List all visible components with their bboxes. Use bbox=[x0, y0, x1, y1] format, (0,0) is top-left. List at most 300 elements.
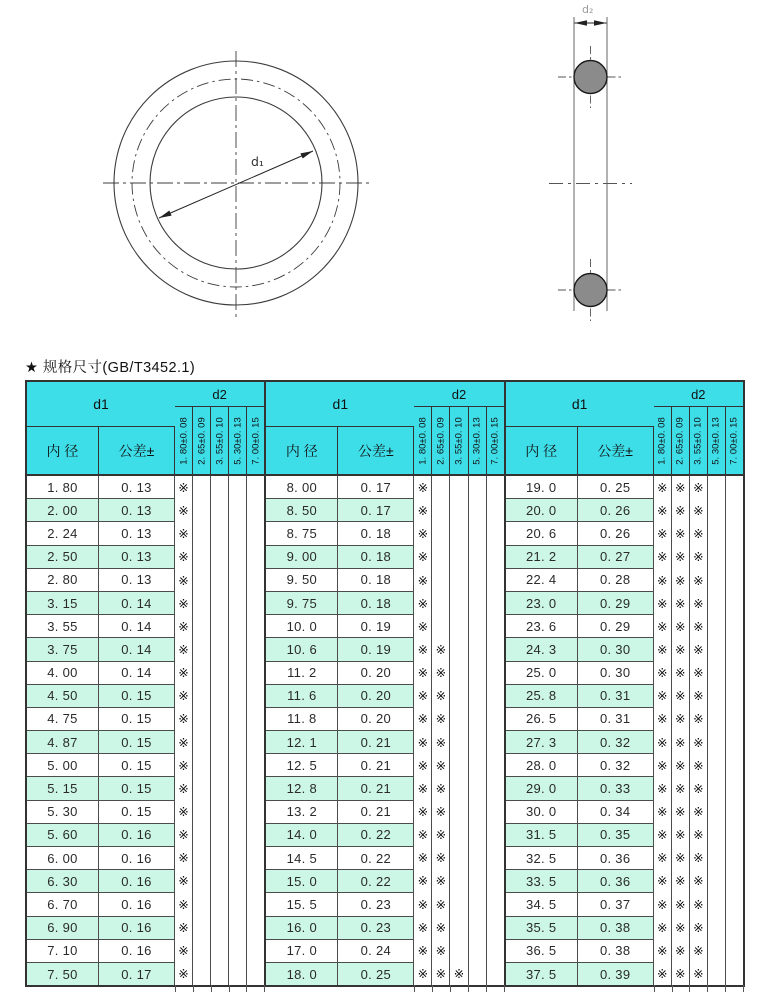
inner-diameter-value: 3. 75 bbox=[27, 638, 99, 660]
table-row bbox=[27, 638, 175, 661]
availability-mark-empty bbox=[229, 916, 246, 939]
tolerance-value: 0. 27 bbox=[578, 546, 654, 568]
column-continuation-stub bbox=[414, 985, 415, 992]
availability-mark: ※ bbox=[693, 481, 704, 496]
availability-mark-empty bbox=[211, 939, 228, 962]
availability-mark-empty bbox=[211, 823, 228, 846]
d2-size-label-text: 5. 30±0. 13 bbox=[471, 416, 483, 465]
availability-mark: ※ bbox=[675, 504, 686, 519]
availability-mark-empty bbox=[708, 939, 725, 962]
table-row bbox=[266, 870, 414, 893]
availability-mark: ※ bbox=[693, 527, 704, 542]
inner-diameter-value: 19. 0 bbox=[506, 476, 578, 498]
spec-table-group bbox=[27, 382, 264, 985]
availability-mark: ※ bbox=[693, 897, 704, 912]
table-row bbox=[27, 499, 175, 522]
availability-mark-empty bbox=[708, 569, 725, 592]
availability-mark-empty bbox=[708, 615, 725, 638]
availability-mark-empty bbox=[487, 916, 504, 939]
table-row bbox=[27, 893, 175, 916]
availability-mark-empty bbox=[487, 545, 504, 568]
availability-mark-empty bbox=[708, 592, 725, 615]
availability-mark-empty bbox=[229, 569, 246, 592]
inner-diameter-value: 16. 0 bbox=[266, 917, 338, 939]
d2-header-block bbox=[414, 382, 503, 474]
availability-mark-empty bbox=[469, 869, 486, 892]
table-row bbox=[27, 801, 175, 824]
table-row bbox=[506, 940, 654, 963]
availability-mark: ※ bbox=[693, 596, 704, 611]
cross-section-circle-bottom bbox=[574, 274, 607, 307]
d2-size-label bbox=[726, 407, 743, 474]
availability-mark-empty bbox=[487, 939, 504, 962]
tolerance-value: 0. 21 bbox=[338, 777, 414, 799]
availability-mark: ※ bbox=[417, 504, 429, 519]
tolerance-value: 0. 18 bbox=[338, 569, 414, 591]
inner-diameter-value: 13. 2 bbox=[266, 801, 338, 823]
d2-mark-columns bbox=[414, 476, 503, 985]
inner-diameter-value: 12. 1 bbox=[266, 731, 338, 753]
dimension-rows bbox=[266, 476, 414, 985]
inner-diameter-value: 21. 2 bbox=[506, 546, 578, 568]
availability-mark: ※ bbox=[178, 573, 189, 588]
availability-mark-empty bbox=[708, 962, 725, 985]
availability-mark: ※ bbox=[675, 897, 686, 912]
availability-mark-empty bbox=[487, 777, 504, 800]
availability-mark-empty bbox=[193, 499, 210, 522]
inner-diameter-value: 7. 10 bbox=[27, 940, 99, 962]
header-tolerance: 公差± bbox=[578, 427, 654, 474]
availability-mark-empty bbox=[726, 592, 743, 615]
availability-mark-empty bbox=[708, 869, 725, 892]
availability-mark-empty bbox=[469, 754, 486, 777]
table-row bbox=[266, 963, 414, 985]
availability-mark-empty bbox=[229, 800, 246, 823]
availability-mark: ※ bbox=[675, 689, 686, 704]
availability-mark: ※ bbox=[178, 920, 189, 935]
header-inner-diameter: 内 径 bbox=[27, 427, 99, 474]
availability-mark-empty bbox=[726, 615, 743, 638]
availability-mark-empty bbox=[450, 638, 467, 661]
tolerance-value: 0. 21 bbox=[338, 754, 414, 776]
header-inner-diameter: 内 径 bbox=[266, 427, 338, 474]
table-row bbox=[27, 870, 175, 893]
inner-diameter-value: 7. 50 bbox=[27, 963, 99, 985]
availability-mark: ※ bbox=[417, 619, 429, 634]
table-row bbox=[506, 708, 654, 731]
availability-mark-empty bbox=[450, 869, 467, 892]
availability-mark: ※ bbox=[675, 805, 686, 820]
d2-mark-column bbox=[175, 476, 193, 985]
availability-mark-empty bbox=[450, 707, 467, 730]
table-row bbox=[506, 824, 654, 847]
availability-mark: ※ bbox=[693, 781, 704, 796]
availability-mark: ※ bbox=[435, 712, 447, 727]
header-d1: d1 bbox=[506, 382, 654, 427]
header-d1: d1 bbox=[266, 382, 414, 427]
header-tolerance: 公差± bbox=[99, 427, 175, 474]
availability-mark-empty bbox=[726, 823, 743, 846]
availability-mark-empty bbox=[211, 916, 228, 939]
availability-mark: ※ bbox=[417, 943, 429, 958]
availability-mark-empty bbox=[229, 846, 246, 869]
inner-diameter-value: 32. 5 bbox=[506, 847, 578, 869]
table-row bbox=[506, 893, 654, 916]
availability-mark: ※ bbox=[656, 527, 668, 542]
availability-mark-empty bbox=[469, 499, 486, 522]
inner-diameter-value: 25. 8 bbox=[506, 685, 578, 707]
tolerance-value: 0. 16 bbox=[99, 940, 175, 962]
availability-mark: ※ bbox=[656, 666, 668, 681]
tolerance-value: 0. 20 bbox=[338, 708, 414, 730]
availability-mark-empty bbox=[432, 476, 449, 499]
inner-diameter-value: 2. 80 bbox=[27, 569, 99, 591]
availability-mark-empty bbox=[193, 869, 210, 892]
availability-mark-empty bbox=[450, 522, 467, 545]
inner-diameter-value: 15. 0 bbox=[266, 870, 338, 892]
column-continuation-stub bbox=[654, 985, 655, 992]
tolerance-value: 0. 21 bbox=[338, 801, 414, 823]
tolerance-value: 0. 38 bbox=[578, 940, 654, 962]
tolerance-value: 0. 17 bbox=[338, 476, 414, 498]
availability-mark: ※ bbox=[417, 481, 429, 496]
table-row bbox=[27, 777, 175, 800]
column-continuation-stub bbox=[450, 985, 451, 992]
availability-mark-empty bbox=[229, 615, 246, 638]
header-d2: d2 bbox=[414, 382, 503, 407]
tolerance-value: 0. 22 bbox=[338, 847, 414, 869]
tolerance-value: 0. 13 bbox=[99, 569, 175, 591]
availability-mark-empty bbox=[726, 962, 743, 985]
availability-mark-empty bbox=[229, 962, 246, 985]
availability-mark-empty bbox=[247, 916, 264, 939]
availability-mark: ※ bbox=[675, 596, 686, 611]
inner-diameter-value: 20. 6 bbox=[506, 522, 578, 544]
tolerance-value: 0. 13 bbox=[99, 522, 175, 544]
column-continuation-stub bbox=[264, 985, 265, 992]
table-row bbox=[266, 731, 414, 754]
availability-mark: ※ bbox=[435, 781, 447, 796]
availability-mark: ※ bbox=[675, 735, 686, 750]
availability-mark: ※ bbox=[178, 550, 189, 565]
d2-mark-column bbox=[726, 476, 743, 985]
availability-mark-empty bbox=[247, 661, 264, 684]
availability-mark-empty bbox=[469, 707, 486, 730]
d2-size-label-text: 2. 65±0. 09 bbox=[435, 416, 447, 465]
table-row bbox=[27, 615, 175, 638]
tolerance-value: 0. 32 bbox=[578, 754, 654, 776]
availability-mark-empty bbox=[247, 939, 264, 962]
availability-mark-empty bbox=[487, 731, 504, 754]
availability-mark: ※ bbox=[693, 689, 704, 704]
table-row bbox=[27, 754, 175, 777]
availability-mark-empty bbox=[726, 707, 743, 730]
availability-mark: ※ bbox=[178, 643, 189, 658]
table-body bbox=[266, 476, 503, 985]
table-row bbox=[506, 754, 654, 777]
availability-mark-empty bbox=[450, 545, 467, 568]
d2-mark-column bbox=[690, 476, 708, 985]
inner-diameter-value: 11. 6 bbox=[266, 685, 338, 707]
availability-mark: ※ bbox=[656, 573, 668, 588]
table-row bbox=[506, 638, 654, 661]
availability-mark-empty bbox=[469, 638, 486, 661]
d2-mark-column bbox=[654, 476, 672, 985]
d2-mark-column bbox=[469, 476, 487, 985]
availability-mark-empty bbox=[487, 476, 504, 499]
table-row bbox=[506, 777, 654, 800]
availability-mark: ※ bbox=[435, 851, 447, 866]
table-row bbox=[266, 546, 414, 569]
availability-mark: ※ bbox=[675, 828, 686, 843]
tolerance-value: 0. 39 bbox=[578, 963, 654, 985]
availability-mark-empty bbox=[708, 661, 725, 684]
availability-mark-empty bbox=[193, 592, 210, 615]
d2-mark-columns bbox=[175, 476, 264, 985]
availability-mark: ※ bbox=[693, 758, 704, 773]
availability-mark-empty bbox=[726, 661, 743, 684]
d2-mark-column bbox=[450, 476, 468, 985]
availability-mark-empty bbox=[726, 569, 743, 592]
tolerance-value: 0. 23 bbox=[338, 917, 414, 939]
table-row bbox=[506, 731, 654, 754]
tolerance-value: 0. 16 bbox=[99, 847, 175, 869]
availability-mark-empty bbox=[247, 684, 264, 707]
tolerance-value: 0. 19 bbox=[338, 615, 414, 637]
table-row bbox=[506, 685, 654, 708]
header-d2: d2 bbox=[175, 382, 264, 407]
availability-mark: ※ bbox=[693, 943, 704, 958]
header-inner-diameter: 内 径 bbox=[506, 427, 578, 474]
tolerance-value: 0. 15 bbox=[99, 777, 175, 799]
availability-mark-empty bbox=[211, 869, 228, 892]
availability-mark-empty bbox=[469, 545, 486, 568]
tolerance-value: 0. 25 bbox=[578, 476, 654, 498]
inner-diameter-value: 23. 6 bbox=[506, 615, 578, 637]
column-continuation-stub bbox=[468, 985, 469, 992]
tolerance-value: 0. 18 bbox=[338, 522, 414, 544]
d2-size-label-text: 7. 00±0. 15 bbox=[250, 416, 262, 465]
availability-mark-empty bbox=[487, 846, 504, 869]
availability-mark-empty bbox=[229, 939, 246, 962]
availability-mark-empty bbox=[193, 638, 210, 661]
availability-mark-empty bbox=[450, 684, 467, 707]
availability-mark-empty bbox=[432, 615, 449, 638]
availability-mark-empty bbox=[247, 499, 264, 522]
inner-diameter-value: 4. 75 bbox=[27, 708, 99, 730]
availability-mark-empty bbox=[487, 592, 504, 615]
d2-size-labels bbox=[414, 407, 503, 474]
availability-mark-empty bbox=[193, 731, 210, 754]
availability-mark-empty bbox=[432, 499, 449, 522]
availability-mark: ※ bbox=[435, 828, 447, 843]
table-row bbox=[266, 940, 414, 963]
section-title: ★ 规格尺寸(GB/T3452.1) bbox=[25, 360, 196, 376]
inner-diameter-value: 6. 90 bbox=[27, 917, 99, 939]
tolerance-value: 0. 16 bbox=[99, 917, 175, 939]
table-row bbox=[27, 940, 175, 963]
availability-mark-empty bbox=[726, 684, 743, 707]
d2-size-label bbox=[175, 407, 193, 474]
availability-mark-empty bbox=[247, 707, 264, 730]
table-header bbox=[506, 382, 743, 476]
availability-mark-empty bbox=[708, 707, 725, 730]
inner-diameter-value: 2. 50 bbox=[27, 546, 99, 568]
table-row bbox=[506, 662, 654, 685]
tolerance-value: 0. 33 bbox=[578, 777, 654, 799]
availability-mark: ※ bbox=[178, 504, 189, 519]
availability-mark: ※ bbox=[417, 805, 429, 820]
availability-mark-empty bbox=[487, 615, 504, 638]
column-continuation-stub bbox=[193, 985, 194, 992]
tolerance-value: 0. 14 bbox=[99, 662, 175, 684]
tolerance-value: 0. 20 bbox=[338, 685, 414, 707]
tolerance-value: 0. 21 bbox=[338, 731, 414, 753]
column-continuation-stub bbox=[246, 985, 247, 992]
availability-mark-empty bbox=[726, 545, 743, 568]
d2-header-block bbox=[654, 382, 743, 474]
availability-mark: ※ bbox=[693, 643, 704, 658]
availability-mark: ※ bbox=[675, 481, 686, 496]
tolerance-value: 0. 20 bbox=[338, 662, 414, 684]
availability-mark-empty bbox=[247, 823, 264, 846]
availability-mark-empty bbox=[211, 707, 228, 730]
availability-mark-empty bbox=[247, 476, 264, 499]
availability-mark-empty bbox=[247, 545, 264, 568]
tolerance-value: 0. 24 bbox=[338, 940, 414, 962]
availability-mark-empty bbox=[469, 731, 486, 754]
d2-mark-column bbox=[672, 476, 690, 985]
availability-mark: ※ bbox=[693, 851, 704, 866]
availability-mark-empty bbox=[487, 569, 504, 592]
availability-mark-empty bbox=[469, 615, 486, 638]
tolerance-value: 0. 18 bbox=[338, 546, 414, 568]
table-row bbox=[266, 476, 414, 499]
availability-mark: ※ bbox=[656, 735, 668, 750]
availability-mark: ※ bbox=[435, 805, 447, 820]
availability-mark-empty bbox=[193, 615, 210, 638]
availability-mark: ※ bbox=[675, 943, 686, 958]
availability-mark-empty bbox=[450, 569, 467, 592]
availability-mark-empty bbox=[432, 569, 449, 592]
inner-diameter-value: 3. 55 bbox=[27, 615, 99, 637]
availability-mark: ※ bbox=[417, 573, 429, 588]
inner-diameter-value: 31. 5 bbox=[506, 824, 578, 846]
availability-mark-empty bbox=[487, 661, 504, 684]
availability-mark-empty bbox=[726, 846, 743, 869]
table-row bbox=[266, 662, 414, 685]
header-subrow bbox=[506, 427, 654, 474]
table-row bbox=[266, 847, 414, 870]
availability-mark: ※ bbox=[656, 643, 668, 658]
table-row bbox=[27, 546, 175, 569]
availability-mark: ※ bbox=[178, 897, 189, 912]
availability-mark-empty bbox=[193, 684, 210, 707]
availability-mark-empty bbox=[193, 962, 210, 985]
header-d2: d2 bbox=[654, 382, 743, 407]
availability-mark-empty bbox=[229, 522, 246, 545]
inner-diameter-value: 9. 75 bbox=[266, 592, 338, 614]
availability-mark-empty bbox=[247, 615, 264, 638]
availability-mark: ※ bbox=[417, 920, 429, 935]
inner-diameter-value: 34. 5 bbox=[506, 893, 578, 915]
availability-mark-empty bbox=[450, 615, 467, 638]
column-continuation-stub bbox=[486, 985, 487, 992]
table-row bbox=[266, 777, 414, 800]
column-continuation-stub bbox=[689, 985, 690, 992]
column-continuation-stub bbox=[432, 985, 433, 992]
availability-mark: ※ bbox=[178, 758, 189, 773]
table-row bbox=[27, 708, 175, 731]
inner-diameter-value: 17. 0 bbox=[266, 940, 338, 962]
availability-mark: ※ bbox=[693, 619, 704, 634]
availability-mark-empty bbox=[708, 846, 725, 869]
availability-mark-empty bbox=[487, 499, 504, 522]
table-row bbox=[27, 917, 175, 940]
table-row bbox=[266, 499, 414, 522]
tolerance-value: 0. 13 bbox=[99, 499, 175, 521]
d2-mark-column bbox=[247, 476, 264, 985]
tolerance-value: 0. 31 bbox=[578, 708, 654, 730]
inner-diameter-value: 3. 15 bbox=[27, 592, 99, 614]
d2-size-label bbox=[487, 407, 504, 474]
availability-mark: ※ bbox=[178, 943, 189, 958]
availability-mark: ※ bbox=[656, 967, 668, 982]
d2-mark-column bbox=[487, 476, 504, 985]
table-row bbox=[506, 963, 654, 985]
d2-size-label bbox=[654, 407, 672, 474]
table-row bbox=[266, 801, 414, 824]
tolerance-value: 0. 29 bbox=[578, 615, 654, 637]
availability-mark: ※ bbox=[435, 943, 447, 958]
availability-mark: ※ bbox=[656, 805, 668, 820]
availability-mark-empty bbox=[432, 522, 449, 545]
inner-diameter-value: 20. 0 bbox=[506, 499, 578, 521]
table-row bbox=[506, 546, 654, 569]
d2-header-block bbox=[175, 382, 264, 474]
availability-mark-empty bbox=[726, 800, 743, 823]
availability-mark: ※ bbox=[178, 666, 189, 681]
inner-diameter-value: 12. 5 bbox=[266, 754, 338, 776]
d2-size-label-text: 2. 65±0. 09 bbox=[196, 416, 208, 465]
availability-mark-empty bbox=[469, 592, 486, 615]
availability-mark-empty bbox=[229, 777, 246, 800]
availability-mark: ※ bbox=[178, 851, 189, 866]
availability-mark: ※ bbox=[675, 874, 686, 889]
inner-diameter-value: 35. 5 bbox=[506, 917, 578, 939]
d2-dimension-label: d₂ bbox=[582, 3, 594, 16]
availability-mark: ※ bbox=[178, 619, 189, 634]
d2-size-label bbox=[690, 407, 708, 474]
tolerance-value: 0. 34 bbox=[578, 801, 654, 823]
availability-mark-empty bbox=[247, 592, 264, 615]
availability-mark-empty bbox=[247, 846, 264, 869]
availability-mark: ※ bbox=[656, 550, 668, 565]
availability-mark-empty bbox=[193, 916, 210, 939]
availability-mark-empty bbox=[708, 893, 725, 916]
inner-diameter-value: 36. 5 bbox=[506, 940, 578, 962]
availability-mark: ※ bbox=[453, 967, 465, 982]
d1-header-block bbox=[506, 382, 654, 474]
inner-diameter-value: 15. 5 bbox=[266, 893, 338, 915]
availability-mark: ※ bbox=[675, 758, 686, 773]
availability-mark: ※ bbox=[656, 758, 668, 773]
table-row bbox=[506, 801, 654, 824]
availability-mark: ※ bbox=[693, 920, 704, 935]
availability-mark: ※ bbox=[675, 527, 686, 542]
column-continuation-stub bbox=[175, 985, 176, 992]
availability-mark: ※ bbox=[693, 828, 704, 843]
